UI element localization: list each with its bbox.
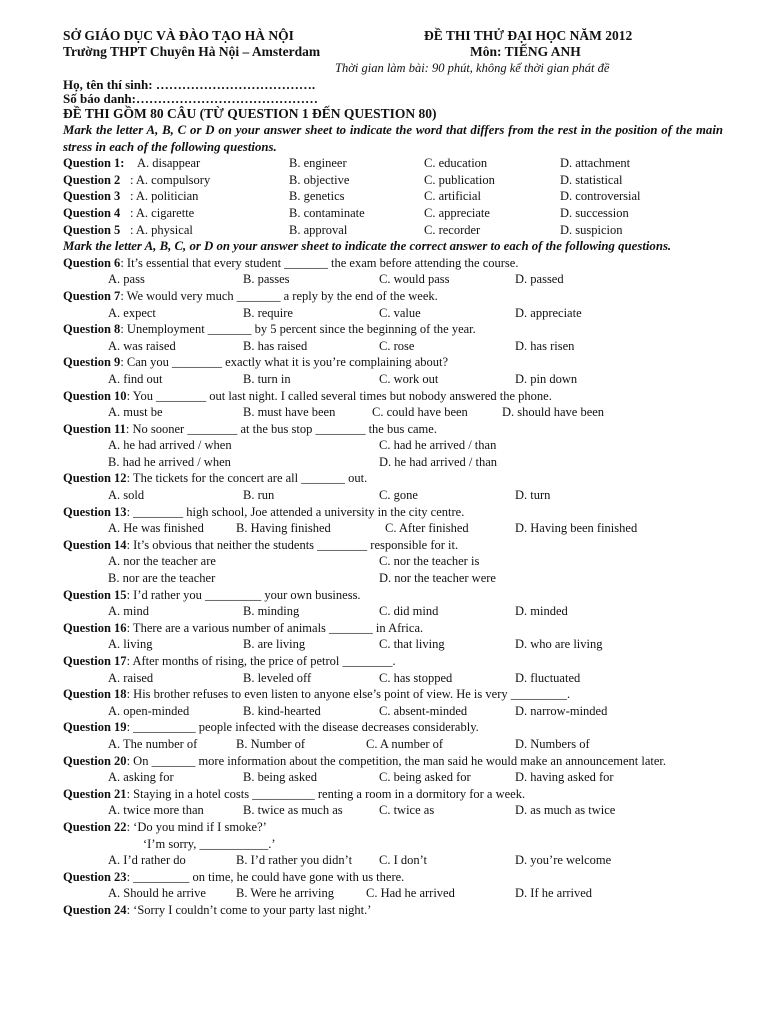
question-text: : __________ people infected with the disease decreases considerably. (126, 720, 479, 735)
question-label: Question 23 (63, 869, 127, 884)
option-a: A. raised (108, 670, 154, 685)
question-stem (63, 470, 723, 487)
question-label: Question 11 (63, 421, 126, 436)
option-c: C. twice as (379, 803, 435, 818)
option-a: : A. physical (130, 222, 193, 237)
question-text: : Staying in a hotel costs __________ renting a room in a dormitory for a week. (126, 786, 526, 801)
option-d: D. has risen (515, 338, 575, 353)
option-d: D. passed (515, 272, 564, 287)
options-row (63, 703, 723, 720)
question-text: : ________ high school, Joe attended a university in the city centre. (126, 504, 465, 519)
question-row (63, 172, 723, 189)
instruction-stress: Mark the letter A, B, C or D on your answer sheet to indicate the word that differs from the rest in the position of the main stress in each of the following questions. (63, 123, 723, 154)
option-a: A. open-minded (108, 703, 190, 718)
question-label: Question 4 (63, 205, 121, 220)
option-c: C. would pass (379, 272, 450, 287)
option-d: D. turn (515, 488, 551, 503)
option-a: A. I’d rather do (108, 853, 186, 868)
time-allowed: Thời gian làm bài: 90 phút, không kể thời gian phát đề (335, 61, 610, 75)
candidate-id-field: Số báo danh:…………………………………… (63, 91, 318, 106)
option-b: B. are living (243, 637, 306, 652)
question-text: : On _______ more information about the competition, the man said he would make an announcement later. (126, 753, 667, 768)
option-c: C. artificial (424, 189, 481, 204)
exam-name: ĐỀ THI THỬ ĐẠI HỌC NĂM 2012 (424, 28, 633, 43)
question-stem (63, 786, 723, 803)
option-d: D. nor the teacher were (379, 571, 496, 586)
question-stem (63, 686, 723, 703)
option-b: B. had he arrived / when (108, 454, 231, 469)
option-c: C. being asked for (379, 770, 471, 785)
option-c: C. rose (379, 338, 415, 353)
option-d: D. controversial (560, 189, 641, 204)
option-c: C. nor the teacher is (379, 554, 480, 569)
option-a: A. The number of (108, 736, 198, 751)
question-text: : No sooner ________ at the bus stop ________ the bus came. (125, 421, 437, 436)
option-a: A. He was finished (108, 521, 204, 536)
option-c: C. education (424, 156, 488, 171)
question-row (63, 205, 723, 222)
question-label: Question 17 (63, 654, 127, 668)
option-c: C. has stopped (379, 670, 453, 685)
option-a: A. living (108, 637, 153, 652)
option-b: B. leveled off (243, 670, 312, 685)
exam-body (63, 78, 723, 919)
option-b: B. twice as much as (243, 803, 343, 818)
options-row (63, 371, 723, 388)
question-stem (63, 620, 723, 637)
question-text: : Unemployment _______ by 5 percent since the beginning of the year. (120, 322, 476, 337)
option-a: A. was raised (108, 338, 176, 353)
question-label: Question 1: (63, 156, 125, 171)
option-d: D. having asked for (515, 770, 614, 785)
options-row (63, 636, 723, 653)
option-c: C. Had he arrived (366, 886, 455, 901)
option-b: B. passes (243, 272, 290, 287)
option-b: B. Were he arriving (236, 886, 335, 901)
question-label: Question 21 (63, 786, 127, 801)
option-d: D. attachment (560, 156, 631, 171)
option-b: B. being asked (243, 770, 317, 785)
option-b: B. turn in (243, 371, 291, 386)
question-stem (63, 504, 723, 521)
option-a: A. asking for (108, 770, 174, 785)
question-label: Question 15 (63, 587, 127, 602)
option-b: B. genetics (289, 189, 345, 204)
option-b: B. objective (289, 172, 350, 187)
candidate-name-field: Họ, tên thí sinh: ………………………………. (63, 77, 316, 92)
question-stem (63, 288, 723, 305)
question-text: : ‘Do you mind if I smoke?’ (126, 819, 267, 834)
option-c: C. did mind (379, 604, 439, 619)
question-stem (63, 753, 723, 770)
option-d: D. narrow-minded (515, 703, 608, 718)
option-a: A. find out (108, 371, 163, 386)
question-label: Question 16 (63, 620, 127, 635)
question-label: Question 14 (63, 537, 127, 552)
school-name: Trường THPT Chuyên Hà Nội – Amsterdam (63, 44, 321, 59)
options-row (63, 487, 723, 504)
option-c: C. recorder (424, 222, 481, 237)
question-text: : _________ on time, he could have gone with us there. (126, 869, 405, 884)
question-label: Question 12 (63, 471, 127, 486)
question-text: : I’d rather you _________ your own business. (126, 587, 361, 602)
instruction-correct-answer: Mark the letter A, B, C, or D on your answer sheet to indicate the correct answer to each of the following questions. (63, 239, 672, 254)
dialogue-reply: ‘I’m sorry, ___________.’ (143, 836, 276, 851)
option-d: D. appreciate (515, 305, 582, 320)
option-d: D. If he arrived (515, 886, 593, 901)
options-row (63, 305, 723, 322)
question-stem (63, 719, 723, 736)
options-row (63, 454, 723, 471)
option-d: D. minded (515, 604, 568, 619)
option-d: D. you’re welcome (515, 853, 612, 868)
question-text: : It’s essential that every student _______ the exam before attending the course. (120, 255, 519, 270)
options-row (63, 852, 723, 869)
option-a: A. pass (108, 272, 145, 287)
question-stem (63, 354, 723, 371)
option-a: A. must be (108, 405, 163, 420)
question-text: : ‘Sorry I couldn’t come to your party last night.’ (126, 902, 372, 917)
question-stem (63, 255, 723, 272)
question-stem (63, 653, 723, 670)
question-text: : It’s obvious that neither the students ________ responsible for it. (126, 537, 459, 552)
question-text: : The tickets for the concert are all _______ out. (126, 471, 368, 486)
option-b: B. approval (289, 222, 348, 237)
question-stem (63, 869, 723, 886)
option-c: C. gone (379, 488, 418, 503)
option-a: : A. politician (130, 189, 199, 204)
question-label: Question 18 (63, 687, 127, 702)
option-b: B. I’d rather you didn’t (236, 853, 353, 868)
option-d: D. fluctuated (515, 670, 581, 685)
option-b: B. nor are the teacher (108, 571, 216, 586)
option-d: D. who are living (515, 637, 603, 652)
question-label: Question 2 (63, 172, 121, 187)
options-row (63, 520, 723, 537)
option-c: C. that living (379, 637, 445, 652)
options-row (63, 769, 723, 786)
question-label: Question 7 (63, 288, 121, 303)
options-row (63, 553, 723, 570)
options-row (63, 736, 723, 753)
question-stem (63, 902, 723, 919)
option-b: B. minding (243, 604, 300, 619)
question-text: : We would very much _______ a reply by the end of the week. (120, 288, 438, 303)
question-row (63, 188, 723, 205)
option-a: A. expect (108, 305, 156, 320)
option-c: C. had he arrived / than (379, 438, 497, 453)
question-text: : There are a various number of animals _______ in Africa. (126, 620, 424, 635)
options-row (63, 271, 723, 288)
option-c: C. work out (379, 371, 439, 386)
option-d: D. as much as twice (515, 803, 616, 818)
option-b: B. contaminate (289, 205, 365, 220)
question-text: : After months of rising, the price of petrol ________. (126, 654, 396, 668)
question-label: Question 24 (63, 902, 127, 917)
options-row (63, 404, 723, 421)
option-d: D. Numbers of (515, 736, 590, 751)
option-d: D. he had arrived / than (379, 454, 498, 469)
question-label: Question 6 (63, 255, 121, 270)
option-d: D. should have been (502, 405, 605, 420)
options-row (63, 802, 723, 819)
option-c: C. After finished (385, 521, 469, 536)
question-label: Question 9 (63, 355, 121, 370)
option-d: D. suspicion (560, 222, 623, 237)
question-text: : You ________ out last night. I called several times but nobody answered the phone. (126, 388, 552, 403)
question-text: : His brother refuses to even listen to anyone else’s point of view. He is very _________. (126, 687, 571, 702)
option-b: B. Number of (236, 736, 306, 751)
question-label: Question 10 (63, 388, 127, 403)
option-a: A. mind (108, 604, 149, 619)
question-stem (63, 587, 723, 604)
option-d: D. statistical (560, 172, 623, 187)
option-a: : A. compulsory (130, 172, 211, 187)
option-b: B. require (243, 305, 293, 320)
options-row (63, 670, 723, 687)
subject-name: Môn: TIẾNG ANH (470, 44, 581, 59)
options-row (63, 603, 723, 620)
option-d: D. succession (560, 205, 629, 220)
question-label: Question 13 (63, 504, 127, 519)
option-c: C. absent-minded (379, 703, 468, 718)
option-a: A. twice more than (108, 803, 204, 818)
option-c: C. I don’t (379, 853, 428, 868)
question-stem (63, 421, 723, 438)
option-c: C. publication (424, 172, 495, 187)
option-d: D. Having been finished (515, 521, 638, 536)
question-row (63, 155, 723, 172)
option-a: A. disappear (137, 156, 201, 171)
option-b: B. run (243, 488, 275, 503)
option-c: C. could have been (372, 405, 468, 420)
question-label: Question 5 (63, 222, 121, 237)
exam-title: ĐỀ THI GỒM 80 CÂU (TỪ QUESTION 1 ĐẾN QUESTION 80) (63, 106, 437, 121)
question-label: Question 20 (63, 753, 127, 768)
option-b: B. engineer (289, 156, 347, 171)
option-d: D. pin down (515, 371, 578, 386)
option-c: C. appreciate (424, 205, 490, 220)
options-row (63, 338, 723, 355)
question-label: Question 19 (63, 720, 127, 735)
option-a: A. sold (108, 488, 145, 503)
option-b: B. has raised (243, 338, 308, 353)
question-stem (63, 537, 723, 554)
question-stem (63, 321, 723, 338)
option-c: C. A number of (366, 736, 444, 751)
options-row (63, 437, 723, 454)
options-row (63, 885, 723, 902)
question-label: Question 8 (63, 322, 121, 337)
option-a: : A. cigarette (130, 205, 195, 220)
department-name: SỞ GIÁO DỤC VÀ ĐÀO TẠO HÀ NỘI (63, 28, 294, 43)
option-b: B. must have been (243, 405, 336, 420)
options-row (63, 570, 723, 587)
option-a: A. he had arrived / when (108, 438, 232, 453)
option-a: A. nor the teacher are (108, 554, 216, 569)
option-a: A. Should he arrive (108, 886, 206, 901)
option-b: B. kind-hearted (243, 703, 321, 718)
question-stem (63, 388, 723, 405)
question-label: Question 3 (63, 189, 121, 204)
question-label: Question 22 (63, 819, 127, 834)
option-c: C. value (379, 305, 421, 320)
option-b: B. Having finished (236, 521, 331, 536)
question-stem (63, 819, 723, 836)
question-row (63, 222, 723, 239)
question-text: : Can you ________ exactly what it is you’re complaining about? (120, 355, 449, 370)
